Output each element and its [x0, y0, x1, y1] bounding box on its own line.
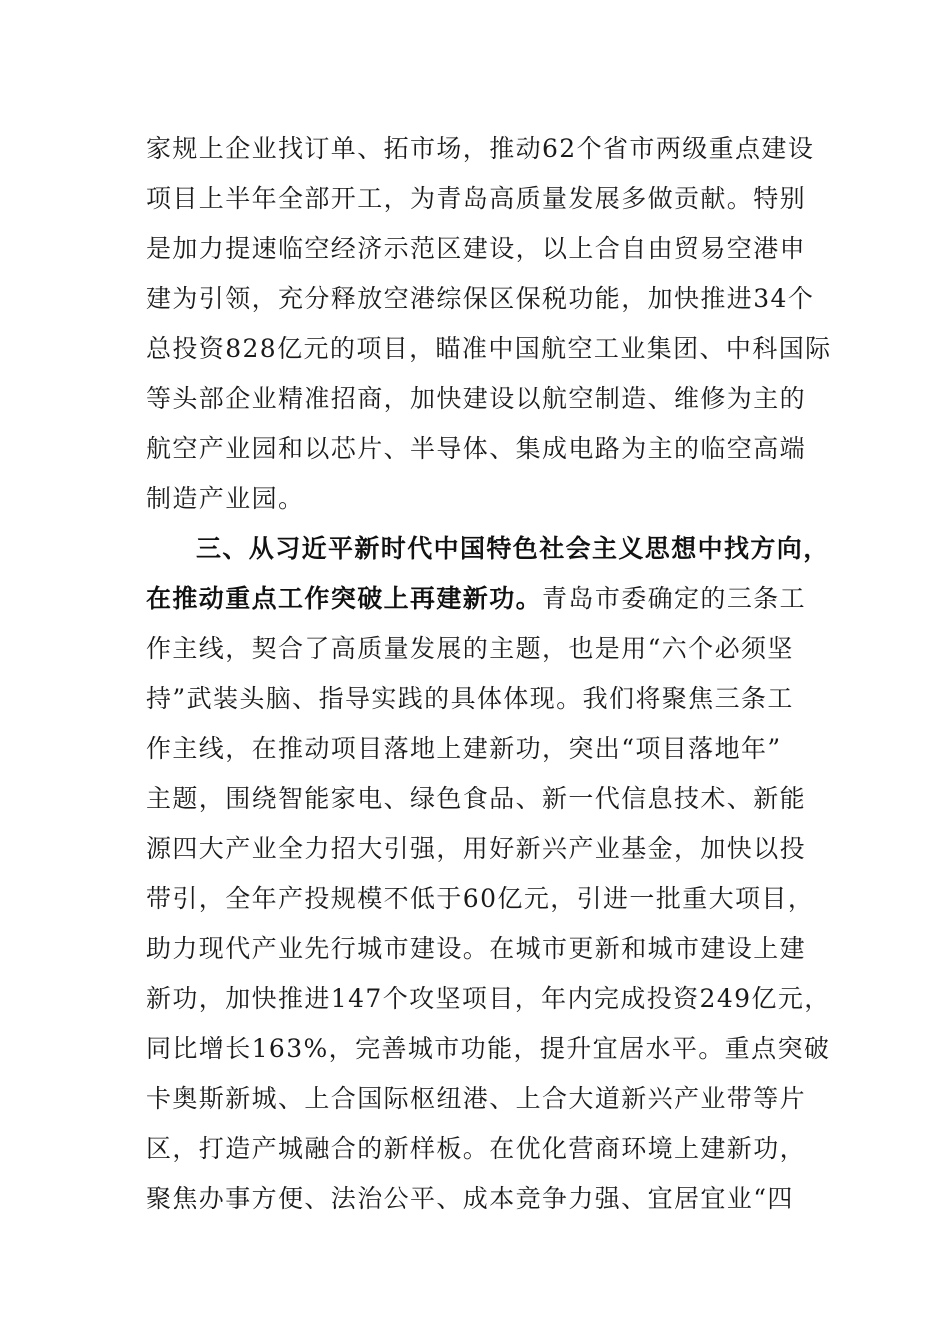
section-heading: 三、从习近平新时代中国特色社会主义思想中找方向， [196, 534, 830, 563]
text-line: 同比增长163%，完善城市功能，提升宜居水平。重点突破 [146, 1034, 831, 1063]
text-line: 聚焦办事方便、法治公平、成本竞争力强、宜居宜业“四 [146, 1184, 794, 1213]
text-line: 助力现代产业先行城市建设。在城市更新和城市建设上建 [146, 934, 807, 963]
text-line: 航空产业园和以芯片、半导体、集成电路为主的临空高端 [146, 434, 807, 463]
text-line: 源四大产业全力招大引强，用好新兴产业基金，加快以投 [146, 834, 807, 863]
text-line: 是加力提速临空经济示范区建设，以上合自由贸易空港申 [146, 234, 807, 263]
text-line: 持”武装头脑、指导实践的具体体现。我们将聚焦三条工 [146, 684, 794, 713]
text-line: 等头部企业精准招商，加快建设以航空制造、维修为主的 [146, 384, 807, 413]
text-line: 作主线，契合了高质量发展的主题，也是用“六个必须坚 [146, 634, 794, 663]
paragraph-2 [146, 524, 831, 1224]
text-line: 带引，全年产投规模不低于60亿元，引进一批重大项目， [146, 884, 815, 913]
section-heading-continued: 在推动重点工作突破上再建新功。 [146, 584, 543, 613]
text-line: 区，打造产城融合的新样板。在优化营商环境上建新功， [146, 1134, 807, 1163]
document-body [146, 124, 832, 1224]
text-line: 卡奥斯新城、上合国际枢纽港、上合大道新兴产业带等片 [146, 1084, 807, 1113]
text-line: 制造产业园。 [146, 484, 305, 513]
text-line: 主题，围绕智能家电、绿色食品、新一代信息技术、新能 [146, 784, 807, 813]
text-line [146, 574, 812, 624]
text-line: 新功，加快推进147个攻坚项目，年内完成投资249亿元， [146, 984, 831, 1013]
paragraph-1 [146, 124, 832, 524]
text-run: 青岛市委确定的三条工 [542, 584, 807, 613]
text-line: 总投资828亿元的项目，瞄准中国航空工业集团、中科国际 [146, 334, 832, 363]
text-line: 项目上半年全部开工，为青岛高质量发展多做贡献。特别 [146, 184, 807, 213]
text-line: 家规上企业找订单、拓市场，推动62个省市两级重点建设 [146, 134, 815, 163]
text-line: 作主线，在推动项目落地上建新功，突出“项目落地年” [146, 734, 782, 763]
text-line: 建为引领，充分释放空港综保区保税功能，加快推进34个 [146, 284, 815, 313]
